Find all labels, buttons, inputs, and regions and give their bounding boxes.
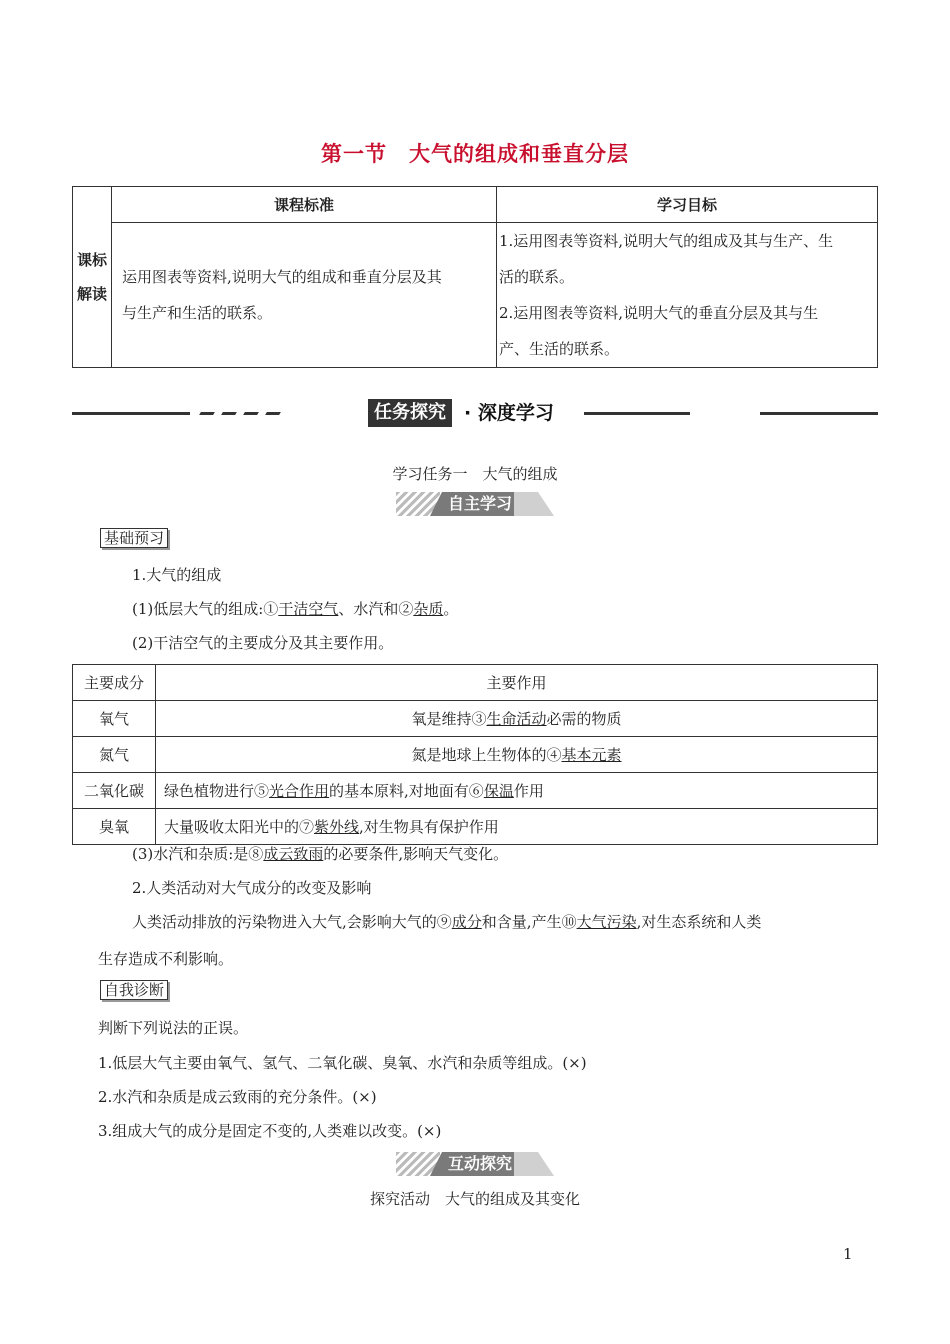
para-judge: 判断下列说法的正误。 xyxy=(98,1019,249,1037)
page-title xyxy=(0,138,950,168)
course-standard-text: 运用图表等资料,说明大气的组成和垂直分层及其 与生产和生活的联系。 xyxy=(112,223,497,368)
section-title: 大气的组成和垂直分层 xyxy=(409,142,629,166)
col1-header: 课程标准 xyxy=(112,187,497,223)
para-dry-air: (2)干洁空气的主要成分及其主要作用。 xyxy=(132,634,394,652)
section-number: 第一节 xyxy=(321,142,387,166)
standards-table xyxy=(72,186,878,368)
table-row: 氮气 氮是地球上生物体的④基本元素 xyxy=(73,737,878,773)
activity-heading: 探究活动 大气的组成及其变化 xyxy=(369,1190,580,1208)
composition-table xyxy=(72,664,878,845)
para-human-activity: 2.人类活动对大气成分的改变及影响 xyxy=(132,879,372,897)
table-header-row xyxy=(73,665,878,701)
para-composition: 1.大气的组成 xyxy=(132,566,222,584)
para-lower-atmosphere: (1)低层大气的组成:①干洁空气、水汽和②杂质。 xyxy=(132,600,459,618)
diagnosis-label: 自我诊断 xyxy=(100,980,168,1000)
table-row: 臭氧 大量吸收太阳光中的⑦紫外线,对生物具有保护作用 xyxy=(73,809,878,845)
banner-box: 任务探究 xyxy=(368,399,452,427)
learning-goal-text: 1.运用图表等资料,说明大气的组成及其与生产、生 活的联系。 2.运用图表等资料,说明大气的垂直分层及其与生 产、生活的联系。 xyxy=(497,223,878,368)
interactive-label: 互动探究 xyxy=(447,1154,512,1173)
question-2: 2.水汽和杂质是成云致雨的充分条件。(×) xyxy=(98,1088,377,1106)
table-row: 氧气 氧是维持③生命活动必需的物质 xyxy=(73,701,878,737)
question-3: 3.组成大气的成分是固定不变的,人类难以改变。(×) xyxy=(98,1122,442,1140)
page-number: 1 xyxy=(843,1245,853,1263)
self-study-label: 自主学习 xyxy=(447,494,512,513)
table-row: 二氧化碳 绿色植物进行⑤光合作用的基本原料,对地面有⑥保温作用 xyxy=(73,773,878,809)
task-heading: 学习任务一 大气的组成 xyxy=(392,465,558,483)
section-banner xyxy=(72,397,878,431)
row-label: 课标 解读 xyxy=(73,187,112,368)
para-water-vapor: (3)水汽和杂质:是⑧成云致雨的必要条件,影响天气变化。 xyxy=(132,845,509,863)
question-1: 1.低层大气主要由氧气、氢气、二氧化碳、臭氧、水汽和杂质等组成。(×) xyxy=(98,1054,587,1072)
header-function: 主要作用 xyxy=(156,665,878,701)
interactive-tag xyxy=(396,1152,556,1176)
col2-header: 学习目标 xyxy=(497,187,878,223)
banner-text: · 深度学习 xyxy=(464,402,554,424)
preview-label: 基础预习 xyxy=(100,528,168,548)
para-pollution: 人类活动排放的污染物进入大气,会影响大气的⑨成分和含量,产生⑩大气污染,对生态系统和人类 xyxy=(132,913,762,931)
para-pollution-cont: 生存造成不利影响。 xyxy=(98,950,234,968)
header-component: 主要成分 xyxy=(73,665,156,701)
self-study-tag xyxy=(396,492,556,516)
